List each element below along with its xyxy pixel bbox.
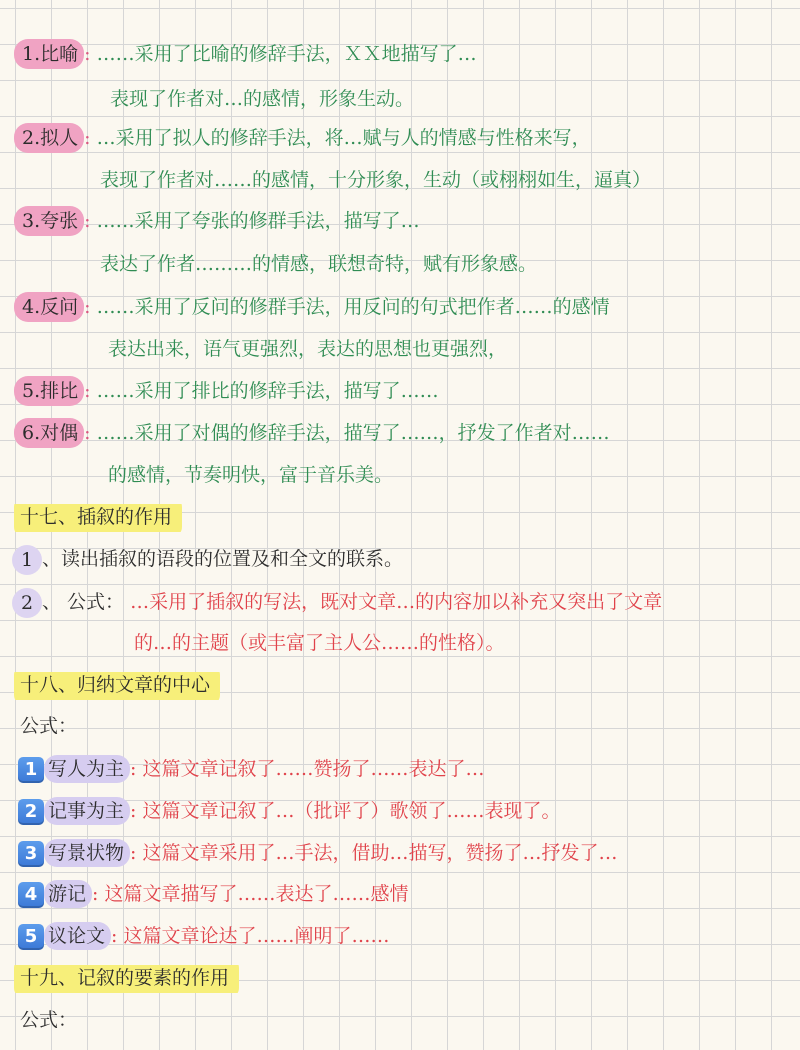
parallelism-colon: : bbox=[84, 380, 91, 402]
metaphor-label: 1.比喻 bbox=[14, 39, 84, 69]
section18-heading-row bbox=[0, 665, 800, 705]
metaphor-line1: ……采用了比喻的修辞手法，ＸＸ地描写了… bbox=[96, 43, 477, 65]
metaphor-colon: : bbox=[84, 43, 91, 65]
hyperbole-line2: 表达了作者………的情感，联想奇特，赋有形象感。 bbox=[100, 253, 538, 275]
section18-item-1-label: 写人为主 bbox=[44, 755, 130, 783]
keycap-4-icon: 4 bbox=[18, 882, 44, 908]
metaphor-row bbox=[0, 34, 800, 74]
antithesis-row bbox=[0, 413, 800, 453]
section19-formula-row bbox=[0, 1000, 800, 1040]
section18-item-4-label: 游记 bbox=[44, 880, 92, 908]
section17-item2-line1: …采用了插叙的写法，既对文章…的内容加以补充又突出了文章 bbox=[130, 591, 663, 613]
section18-item-4 bbox=[0, 874, 800, 914]
parallelism-row bbox=[0, 371, 800, 411]
section18-item-3-colon: : bbox=[130, 842, 137, 864]
section18-item-5-label: 议论文 bbox=[44, 922, 111, 950]
section18-item-4-colon: : bbox=[92, 883, 99, 905]
hyperbole-line1: ……采用了夸张的修群手法，描写了… bbox=[96, 210, 420, 232]
section17-item2-label: 、 公式： bbox=[42, 591, 125, 613]
antithesis-label: 6.对偶 bbox=[14, 418, 84, 448]
section18-item-2 bbox=[0, 791, 800, 831]
antithesis-line1: ……采用了对偶的修辞手法，描写了……，抒发了作者对…… bbox=[96, 422, 610, 444]
section18-item-3-label: 写景状物 bbox=[44, 839, 130, 867]
section17-item1-number: 1 bbox=[12, 545, 42, 575]
rhetorical-question-colon: : bbox=[84, 296, 91, 318]
section18-item-5-colon: : bbox=[111, 925, 118, 947]
personification-colon: : bbox=[84, 127, 91, 149]
section17-item1-text: 、读出插叙的语段的位置及和全文的联系。 bbox=[42, 548, 404, 570]
keycap-5-icon: 5 bbox=[18, 924, 44, 950]
personification-label: 2.拟人 bbox=[14, 123, 84, 153]
antithesis-colon: : bbox=[84, 422, 91, 444]
metaphor-line2: 表现了作者对…的感情，形象生动。 bbox=[110, 88, 415, 110]
section18-item-5-text: 这篇文章论达了……阐明了…… bbox=[123, 925, 390, 947]
personification-row-2 bbox=[0, 160, 800, 200]
section18-item-3 bbox=[0, 833, 800, 873]
section18-item-1-text: 这篇文章记叙了……赞扬了……表达了… bbox=[142, 758, 485, 780]
section18-heading: 十八、归纳文章的中心 bbox=[14, 665, 220, 705]
hyperbole-label: 3.夸张 bbox=[14, 206, 84, 236]
section19-heading-row bbox=[0, 958, 800, 998]
keycap-2-icon: 2 bbox=[18, 799, 44, 825]
antithesis-row-2 bbox=[0, 455, 800, 495]
section18-item-2-colon: : bbox=[130, 800, 137, 822]
keycap-3-icon: 3 bbox=[18, 841, 44, 867]
hyperbole-row bbox=[0, 201, 800, 241]
section18-item-3-text: 这篇文章采用了…手法，借助…描写，赞扬了…抒发了… bbox=[142, 842, 618, 864]
section18-item-1-colon: : bbox=[130, 758, 137, 780]
section18-item-1 bbox=[0, 749, 800, 789]
hyperbole-colon: : bbox=[84, 210, 91, 232]
parallelism-line1: ……采用了排比的修辞手法，描写了…… bbox=[96, 380, 439, 402]
section18-formula-label: 公式： bbox=[20, 715, 78, 737]
section19-heading: 十九、记叙的要素的作用 bbox=[14, 958, 239, 998]
section17-item2-line2: 的…的主题（或丰富了主人公……的性格）。 bbox=[134, 632, 505, 654]
parallelism-label: 5.排比 bbox=[14, 376, 84, 406]
rhetorical-question-row bbox=[0, 287, 800, 327]
personification-line2: 表现了作者对……的感情，十分形象，生动（或栩栩如生，逼真） bbox=[100, 169, 652, 191]
section17-item2-row bbox=[0, 582, 800, 622]
antithesis-line2: 的感情，节奏明快，富于音乐美。 bbox=[108, 464, 394, 486]
rhetorical-question-line2: 表达出来，语气更强烈，表达的思想也更强烈， bbox=[108, 338, 508, 360]
personification-row bbox=[0, 118, 800, 158]
hyperbole-row-2 bbox=[0, 244, 800, 284]
section18-item-2-label: 记事为主 bbox=[44, 797, 130, 825]
section19-formula-label: 公式： bbox=[20, 1009, 78, 1031]
section17-item1-row bbox=[0, 539, 800, 579]
section17-heading-row bbox=[0, 497, 800, 537]
rhetorical-question-label: 4.反问 bbox=[14, 292, 84, 322]
rhetorical-question-row-2 bbox=[0, 329, 800, 369]
section18-item-5 bbox=[0, 916, 800, 956]
section18-item-4-text: 这篇文章描写了……表达了……感情 bbox=[104, 883, 409, 905]
section17-item2-row-2 bbox=[0, 623, 800, 663]
section17-heading: 十七、插叙的作用 bbox=[14, 497, 182, 537]
rhetorical-question-line1: ……采用了反问的修群手法，用反问的句式把作者……的感情 bbox=[96, 296, 610, 318]
keycap-1-icon: 1 bbox=[18, 757, 44, 783]
section18-item-2-text: 这篇文章记叙了…（批评了）歌领了……表现了。 bbox=[142, 800, 561, 822]
section17-item2-number: 2 bbox=[12, 588, 42, 618]
personification-line1: …采用了拟人的修辞手法，将…赋与人的情感与性格来写， bbox=[96, 127, 591, 149]
metaphor-row-2 bbox=[0, 79, 800, 119]
section18-formula-row bbox=[0, 706, 800, 746]
